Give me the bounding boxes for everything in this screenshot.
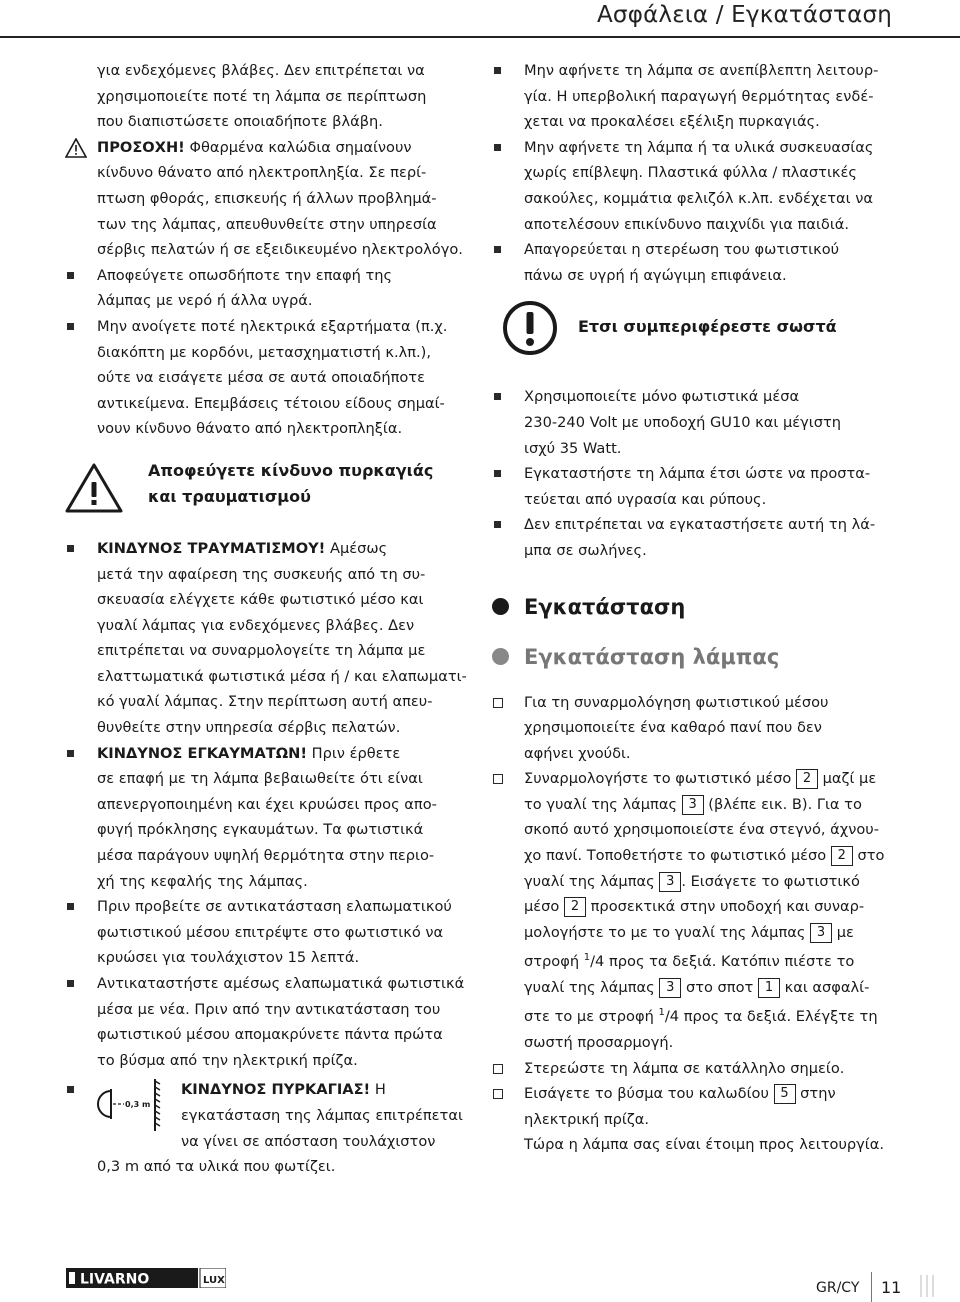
step-item xyxy=(492,1056,912,1082)
text-line xyxy=(97,741,485,767)
distance-0-3m-icon xyxy=(97,1077,167,1133)
text-line: επιτρέπεται να συναρμολογείτε τη λάμπα με xyxy=(97,642,426,660)
text-line: Μην αφήνετε τη λάμπα ή τα υλικά συσκευασίας xyxy=(524,138,874,156)
text-line: Αποφεύγετε οπωσδήποτε την επαφή της xyxy=(97,266,393,284)
text-line: σέρβις πελατών ή σε εξειδικευμένο ηλεκτρολόγο. xyxy=(97,241,463,259)
text-line: που διαπιστώσετε οποιαδήποτε βλάβη. xyxy=(97,113,383,131)
subsection-title xyxy=(492,642,912,672)
list-item xyxy=(65,314,485,442)
burn-label: ΚΙΝΔΥΝΟΣ ΕΓΚΑΥΜΑΤΩΝ! xyxy=(97,744,307,762)
section-dot-icon xyxy=(492,598,509,615)
part-number-3: 3 xyxy=(659,872,681,892)
fraction-numerator: 1 xyxy=(658,1007,665,1019)
list-item xyxy=(492,58,912,135)
square-bullet-icon xyxy=(67,272,74,279)
registration-marks-icon xyxy=(917,1275,937,1297)
heading-line: Αποφεύγετε κίνδυνο πυρκαγιάς xyxy=(148,460,434,480)
header-rule xyxy=(0,36,960,38)
list-item xyxy=(65,741,485,895)
text-line: διακόπτη με κορδόνι, μετασχηματιστή κ.λπ.), xyxy=(97,343,432,361)
square-bullet-icon xyxy=(494,144,501,151)
brand-text: LIVARNO xyxy=(80,1271,150,1288)
text-span: προς τα δεξιά. Κατόπιν πιέστε το xyxy=(604,953,855,971)
text-line xyxy=(524,869,912,895)
part-number-2: 2 xyxy=(796,769,818,789)
intro-paragraph xyxy=(65,58,485,135)
text-line: πάνω σε υγρή ή αγώγιμη επιφάνεια. xyxy=(524,266,787,284)
text-line: ελαττωματικά φωτιστικά μέσα ή / και ελαπωματι- xyxy=(97,667,467,685)
list-item xyxy=(492,237,912,288)
text-line: σακούλες, κομμάτια φελιζόλ κ.λπ. ενδέχεται να xyxy=(524,189,874,207)
text-span: το γυαλί της λάμπας xyxy=(524,795,682,813)
list-item xyxy=(65,971,485,1073)
text-line: αφήνει χνούδι. xyxy=(524,744,631,762)
text-line: χεται να προκαλέσει εξέλιξη πυρκαγιάς. xyxy=(524,113,820,131)
page-number: 11 xyxy=(881,1278,902,1297)
fire-risk-text xyxy=(173,1077,463,1154)
part-number-3: 3 xyxy=(682,795,704,815)
text-line: κρυώσει για τουλάχιστον 15 λεπτά. xyxy=(97,949,360,967)
text-line xyxy=(97,135,485,161)
text-line: μέσα παράγουν υψηλή θερμότητα στην περιο- xyxy=(97,847,435,865)
text-span: χο πανί. Τοποθετήστε το φωτιστικό μέσο xyxy=(524,847,831,865)
section-title xyxy=(492,592,912,622)
fraction-denominator: /4 xyxy=(590,953,605,971)
text-span: (βλέπε εικ. B). Για το xyxy=(703,795,862,813)
injury-text: Αμέσως xyxy=(325,539,388,557)
checkbox-bullet-icon xyxy=(493,698,503,708)
text-line: λάμπας με νερό ή άλλα υγρά. xyxy=(97,292,313,310)
text-line: Μην αφήνετε τη λάμπα σε ανεπίβλεπτη λειτουρ- xyxy=(524,62,879,79)
text-line: γία. Η υπερβολική παραγωγή θερμότητας ενδέ- xyxy=(524,87,874,105)
text-line: να γίνει σε απόσταση τουλάχιστον xyxy=(181,1132,436,1150)
livarno-lux-logo xyxy=(66,1268,226,1288)
step-item xyxy=(492,766,912,1055)
text-line: μέσα με νέα. Πριν από την αντικατάσταση του xyxy=(97,1000,441,1018)
square-bullet-icon xyxy=(67,545,74,552)
square-bullet-icon xyxy=(67,750,74,757)
text-line: Δεν επιτρέπεται να εγκαταστήσετε αυτή τη λά- xyxy=(524,516,876,534)
part-number-3: 3 xyxy=(810,923,832,943)
text-line xyxy=(524,843,912,869)
text-line: χρησιμοποιείτε ποτέ τη λάμπα σε περίπτωση xyxy=(97,87,427,105)
behave-heading xyxy=(492,300,912,378)
left-column xyxy=(65,58,485,1180)
text-line: Αντικαταστήστε αμέσως ελαπωματικά φωτιστικά xyxy=(97,975,465,992)
exclamation-circle-icon xyxy=(502,300,558,356)
fraction-numerator: 1 xyxy=(583,952,591,964)
text-line: φυγή πρόκλησης εγκαυμάτων. Τα φωτιστικά xyxy=(97,821,424,839)
checkbox-bullet-icon xyxy=(493,1089,503,1099)
step-item xyxy=(492,1081,912,1158)
square-bullet-icon xyxy=(67,323,74,330)
text-line: κό γυαλί λάμπας. Στην περίπτωση αυτή απευ- xyxy=(97,693,433,711)
checkbox-bullet-icon xyxy=(493,1064,503,1074)
page-header-title: Ασφάλεια / Εγκατάσταση xyxy=(596,2,892,28)
text-span: στο σποτ xyxy=(681,978,758,996)
list-item xyxy=(65,536,485,741)
list-item xyxy=(65,894,485,971)
caution-text: Φθαρμένα καλώδια σημαίνουν xyxy=(184,138,412,156)
footer-country-code: GR/CY xyxy=(816,1280,860,1296)
text-span: μέσο xyxy=(524,898,564,916)
subsection-title-text: Εγκατάσταση λάμπας xyxy=(524,644,780,669)
part-number-5: 5 xyxy=(774,1084,796,1104)
warning-triangle-icon xyxy=(65,138,87,158)
text-line: για ενδεχόμενες βλάβες. Δεν επιτρέπεται να xyxy=(97,62,425,79)
text-line: 0,3 m από τα υλικά που φωτίζει. xyxy=(97,1158,336,1176)
text-line xyxy=(524,894,912,920)
text-line: Μην ανοίγετε ποτέ ηλεκτρικά εξαρτήματα (π.χ. xyxy=(97,317,448,335)
text-line xyxy=(524,945,912,974)
list-item xyxy=(65,1077,485,1179)
square-bullet-icon xyxy=(67,1086,74,1093)
text-line: το βύσμα από την ηλεκτρική πρίζα. xyxy=(97,1051,358,1069)
text-line xyxy=(97,536,485,562)
text-line: Εγκαταστήστε τη λάμπα έτσι ώστε να προστα- xyxy=(524,465,871,483)
text-span: Συναρμολογήστε το φωτιστικό μέσο xyxy=(524,770,796,788)
text-line: τεύεται από υγρασία και ρύπους. xyxy=(524,490,767,508)
text-line xyxy=(524,1000,912,1029)
section-heading xyxy=(148,458,433,510)
text-line: φωτιστικού μέσου επιτρέψτε στο φωτιστικό να xyxy=(97,923,444,941)
text-line: Για τη συναρμολόγηση φωτιστικού μέσου xyxy=(524,693,829,711)
list-item xyxy=(65,263,485,314)
burn-text: Πριν έρθετε xyxy=(306,744,401,762)
section-title-text: Εγκατάσταση xyxy=(524,594,686,619)
text-line: νουν κίνδυνο θάνατο από ηλεκτροπληξία. xyxy=(97,420,403,438)
text-line: απενεργοποιημένη και έχει κρυώσει προς απο- xyxy=(97,795,437,813)
text-line xyxy=(524,792,912,818)
text-line: 230-240 Volt με υποδοχή GU10 και μέγιστη xyxy=(524,413,841,431)
checkbox-bullet-icon xyxy=(493,774,503,784)
text-line: των της λάμπας, απευθυνθείτε στην υπηρεσία xyxy=(97,215,437,233)
right-column xyxy=(492,58,912,1158)
brand-suffix: LUX xyxy=(203,1275,225,1286)
step-item xyxy=(492,690,912,767)
text-span: στροφή xyxy=(524,953,584,971)
text-line: ούτε να εισάγετε μέσα σε αυτά οποιαδήποτε xyxy=(97,369,425,387)
section-dot-icon xyxy=(492,648,509,665)
list-item xyxy=(492,384,912,461)
text-line xyxy=(524,1081,912,1107)
text-line: πτωση φθοράς, επισκευής ή άλλων προβλημά- xyxy=(97,189,437,207)
text-line xyxy=(181,1077,463,1103)
section-heading: Ετσι συμπεριφέρεστε σωστά xyxy=(578,317,837,337)
text-line: Πριν προβείτε σε αντικατάσταση ελαπωματικού xyxy=(97,898,452,916)
part-number-3: 3 xyxy=(659,978,681,998)
text-line: χωρίς επίβλεψη. Πλαστικά φύλλα / πλαστικές xyxy=(524,164,857,182)
text-line: σε επαφή με τη λάμπα βεβαιωθείτε ότι είναι xyxy=(97,770,423,788)
text-line: ηλεκτρική πρίζα. xyxy=(524,1110,650,1128)
text-line: σκοπό αυτό χρησιμοποιείστε ένα στεγνό, άχνου- xyxy=(524,821,879,839)
text-line: μετά την αφαίρεση της συσκευής από τη συ- xyxy=(97,565,426,583)
fire-risk-row xyxy=(97,1077,485,1154)
text-line: χρησιμοποιείτε ένα καθαρό πανί που δεν xyxy=(524,719,822,737)
text-line xyxy=(524,975,912,1001)
list-item xyxy=(492,512,912,563)
text-line: γυαλί λάμπας για ενδεχόμενες βλάβες. Δεν xyxy=(97,616,415,634)
square-bullet-icon xyxy=(494,393,501,400)
text-line xyxy=(524,920,912,946)
square-bullet-icon xyxy=(494,470,501,477)
text-line: μπα σε σωλήνες. xyxy=(524,541,647,559)
ready-text: Τώρα η λάμπα σας είναι έτοιμη προς λειτουργία. xyxy=(524,1136,884,1154)
text-span: προς τα δεξιά. Ελέγξτε τη xyxy=(679,1008,878,1026)
distance-label: 0,3 m xyxy=(125,1100,151,1110)
warning-triangle-icon xyxy=(65,462,123,514)
text-line: φωτιστικού μέσου απομακρύνετε πάντα πρώτα xyxy=(97,1026,443,1044)
fire-label: ΚΙΝΔΥΝΟΣ ΠΥΡΚΑΓΙΑΣ! xyxy=(181,1081,371,1099)
footer-divider xyxy=(871,1272,872,1302)
text-line: σωστή προσαρμογή. xyxy=(524,1033,674,1051)
text-line: αποτελέσουν επικίνδυνο παιχνίδι για παιδιά. xyxy=(524,215,850,233)
text-line: σκευασία ελέγχετε κάθε φωτιστικό μέσο και xyxy=(97,591,424,609)
text-line: χή της κεφαλής της λάμπας. xyxy=(97,872,308,890)
text-span: γυαλί της λάμπας xyxy=(524,872,660,890)
text-span: γυαλί της λάμπας xyxy=(524,978,660,996)
text-span: με xyxy=(832,923,854,941)
text-line: Απαγορεύεται η στερέωση του φωτιστικού xyxy=(524,241,840,259)
text-line: αντικείμενα. Επεμβάσεις τέτοιου είδους σημαί- xyxy=(97,394,445,412)
fire-injury-heading xyxy=(65,458,485,528)
caution-item xyxy=(65,135,485,263)
square-bullet-icon xyxy=(494,67,501,74)
part-number-1: 1 xyxy=(758,978,780,998)
square-bullet-icon xyxy=(494,521,501,528)
text-line: εγκατάσταση της λάμπας επιτρέπεται xyxy=(181,1106,463,1124)
fraction-denominator: /4 xyxy=(664,1008,680,1026)
text-line: Στερεώστε τη λάμπα σε κατάλληλο σημείο. xyxy=(524,1059,845,1077)
text-span: στην xyxy=(795,1085,836,1103)
text-span: μολογήστε το με το γυαλί της λάμπας xyxy=(524,923,811,941)
part-number-2: 2 xyxy=(831,846,853,866)
text-span: και ασφαλί- xyxy=(779,978,870,996)
heading-line: και τραυματισμού xyxy=(148,486,311,506)
text-line: θυνθείτε στην υπηρεσία σέρβις πελατών. xyxy=(97,719,401,737)
text-line xyxy=(524,766,912,792)
injury-label: ΚΙΝΔΥΝΟΣ ΤΡΑΥΜΑΤΙΣΜΟΥ! xyxy=(97,539,326,557)
square-bullet-icon xyxy=(67,980,74,987)
fire-text: Η xyxy=(370,1081,386,1099)
text-span: Εισάγετε το βύσμα του καλωδίου xyxy=(524,1085,774,1103)
text-span: μαζί με xyxy=(818,770,877,788)
square-bullet-icon xyxy=(67,903,74,910)
part-number-2: 2 xyxy=(564,897,586,917)
text-line: ισχύ 35 Watt. xyxy=(524,439,622,457)
text-span: στο xyxy=(852,847,885,865)
text-span: προσεκτικά στην υποδοχή και συναρ- xyxy=(586,898,865,916)
caution-label: ΠΡΟΣΟΧΗ! xyxy=(97,138,185,156)
text-span: . Εισάγετε το φωτιστικό xyxy=(681,872,860,890)
text-line: κίνδυνο θάνατο από ηλεκτροπληξία. Σε περί- xyxy=(97,164,427,182)
square-bullet-icon xyxy=(494,246,501,253)
list-item xyxy=(492,135,912,237)
text-line: Χρησιμοποιείτε μόνο φωτιστικά μέσα xyxy=(524,388,800,406)
list-item xyxy=(492,461,912,512)
text-span: στε το με στροφή xyxy=(524,1008,659,1026)
